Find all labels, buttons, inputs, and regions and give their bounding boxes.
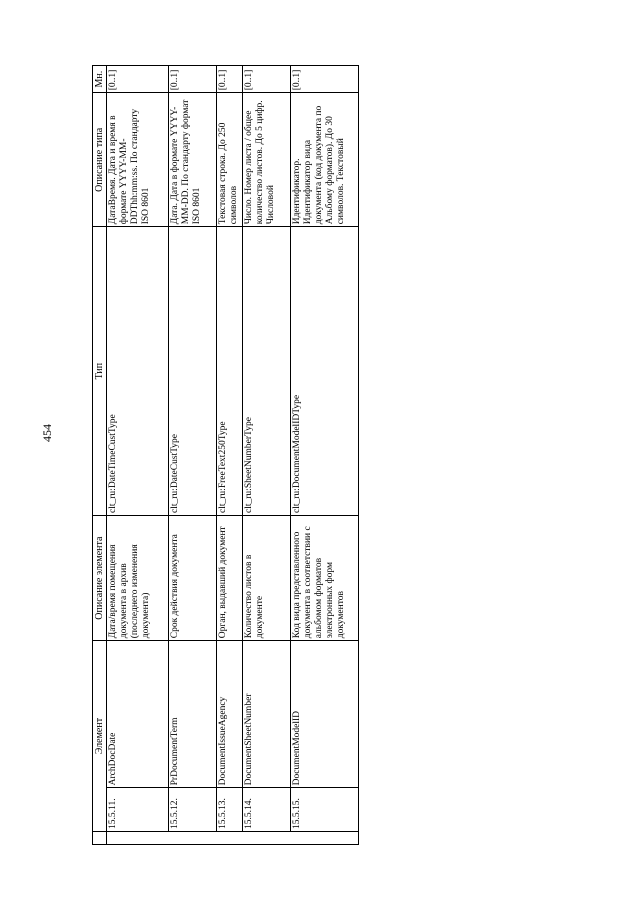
rotated-table-wrapper: [92, 65, 357, 845]
header-blank: [93, 831, 107, 844]
row-number: 15.5.14.: [243, 788, 291, 832]
header-description: Описание элемента: [93, 515, 107, 640]
table-row: [291, 66, 359, 845]
row-blank: [291, 831, 359, 844]
row-multiplicity: [0..1]: [169, 66, 217, 93]
row-number: 15.5.15.: [291, 788, 359, 832]
row-type-description: Число. Номер листа / общее количество листов. До 5 цифр. Числовой: [243, 93, 291, 227]
row-type: clt_ru:DateCustType: [169, 227, 217, 516]
row-type: clt_ru:FreeText250Type: [217, 227, 243, 516]
row-element: DocumentSheetNumber: [243, 641, 291, 788]
row-type-description: Идентификатор. Идентификатор вида документа (код документа по Альбому форматов). До 30 символов. Текстовый: [291, 93, 359, 227]
row-type-description: Дата. Дата в формате YYYY-MM-DD. По стандарту формат ISO 8601: [169, 93, 217, 227]
table-row: [217, 66, 243, 845]
row-description: Орган, выдавший документ: [217, 515, 243, 640]
row-element: DocumentIssueAgency: [217, 641, 243, 788]
row-type: clt_ru:DateTimeCustType: [107, 227, 169, 516]
page-number: 454: [40, 424, 54, 442]
row-description: Код вида представленного документа в соответствии с альбомом форматов электронных форм документов: [291, 515, 359, 640]
row-multiplicity: [0..1]: [291, 66, 359, 93]
header-multiplicity: Мн.: [93, 66, 107, 93]
row-multiplicity: [0..1]: [243, 66, 291, 93]
row-number: 15.5.12.: [169, 788, 217, 832]
table-row: [243, 66, 291, 845]
row-type-description: ДатаВремя. Дата и время в формате YYYY-MM-DDThh:mm:ss. По стандарту ISO 8601: [107, 93, 169, 227]
row-element: DocumentModelID: [291, 641, 359, 788]
row-blank: [169, 831, 217, 844]
table-row: [107, 66, 169, 845]
row-blank: [107, 831, 169, 844]
row-description: Дата/время помещения документа в архив (последнего изменения документа): [107, 515, 169, 640]
row-description: Количество листов в документе: [243, 515, 291, 640]
row-description: Срок действия документа: [169, 515, 217, 640]
table-header-row: [93, 66, 107, 845]
row-type: clt_ru:DocumentModelIDType: [291, 227, 359, 516]
spec-table: [92, 65, 359, 845]
header-type: Тип: [93, 227, 107, 516]
row-element: ArchDocDate: [107, 641, 169, 788]
row-multiplicity: [0..1]: [107, 66, 169, 93]
header-element: Элемент: [93, 641, 107, 832]
row-blank: [243, 831, 291, 844]
row-type: clt_ru:SheetNumberType: [243, 227, 291, 516]
row-blank: [217, 831, 243, 844]
row-number: 15.5.13.: [217, 788, 243, 832]
row-element: PrDocumentTerm: [169, 641, 217, 788]
table-row: [169, 66, 217, 845]
header-type-description: Описание типа: [93, 93, 107, 227]
row-number: 15.5.11.: [107, 788, 169, 832]
row-multiplicity: [0..1]: [217, 66, 243, 93]
row-type-description: Текстовая строка. До 250 символов: [217, 93, 243, 227]
